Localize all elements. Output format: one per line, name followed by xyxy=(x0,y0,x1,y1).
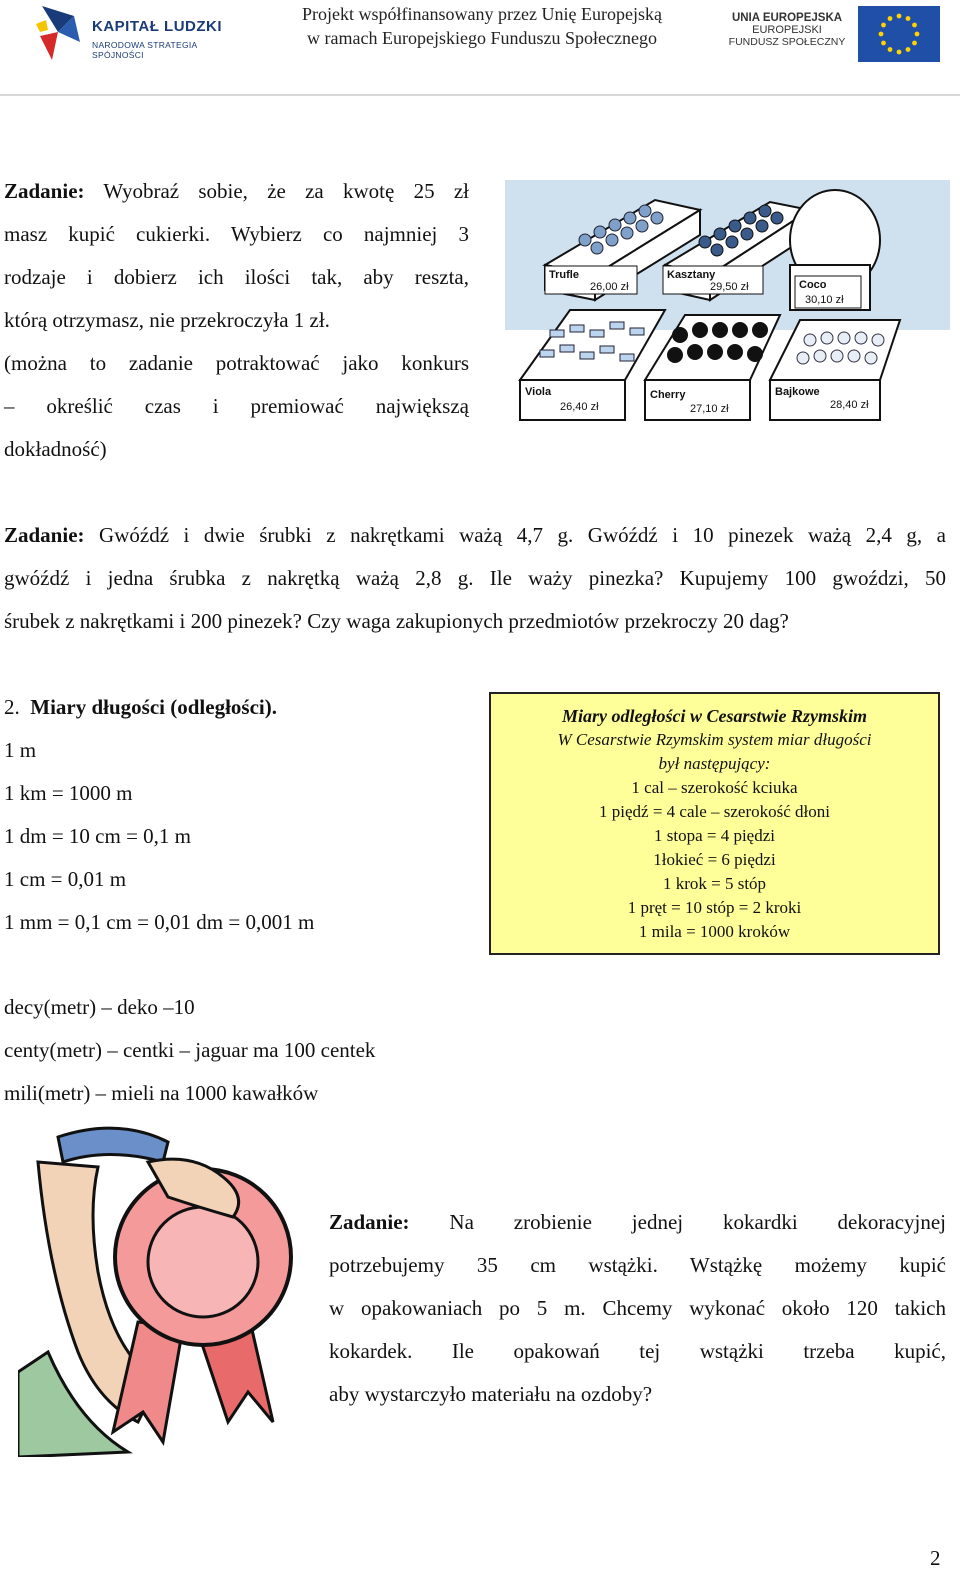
section-heading: 2. Miary długości (odległości). xyxy=(4,695,277,719)
task-line: masz kupić cukierki. Wybierz co najmniej 3 xyxy=(4,222,469,246)
task-line: (można to zadanie potraktować jako konkurs xyxy=(4,351,469,375)
box-intro: W Cesarstwie Rzymskim system miar długości xyxy=(557,730,872,749)
unit-line: 1 mm = 0,1 cm = 0,01 dm = 0,001 m xyxy=(4,910,315,934)
task-label: Zadanie: xyxy=(4,523,85,547)
eu-line-3: FUNDUSZ SPOŁECZNY xyxy=(728,36,846,48)
candy-price: 28,40 zł xyxy=(830,399,869,411)
task-weights xyxy=(4,514,946,643)
mnemonic-line: decy(metr) – deko –10 xyxy=(4,995,195,1019)
task-line: – określić czas i premiować największą xyxy=(4,394,469,418)
task-line: dokładność) xyxy=(4,437,107,461)
page-number: 2 xyxy=(930,1546,941,1570)
eu-line-2: EUROPEJSKI xyxy=(752,24,822,36)
task-label: Zadanie: xyxy=(329,1210,410,1234)
header-project-text xyxy=(262,2,702,50)
header-divider xyxy=(0,94,960,96)
candy-price: 26,00 zł xyxy=(590,281,629,293)
kapital-ludzki-logo xyxy=(34,2,244,64)
task-line: aby wystarczyło materiału na ozdoby? xyxy=(329,1382,653,1406)
task-line: w opakowaniach po 5 m. Chcemy wykonać około 120 takich xyxy=(329,1296,946,1320)
candy-name: Kasztany xyxy=(667,269,716,281)
task-ribbon xyxy=(329,1201,946,1416)
candy-price: 26,40 zł xyxy=(560,401,599,413)
task-line: kokardek. Ile opakowań tej wstążki trzeba kupić, xyxy=(329,1339,946,1363)
task-line: Zadanie: Gwóźdź i dwie śrubki z nakrętkami ważą 4,7 g. Gwóźdź i 10 pinezek ważą 2,4 g, a xyxy=(4,523,946,547)
task-line: Zadanie: Wyobraź sobie, że za kwotę 25 zł xyxy=(4,179,469,203)
eu-line-1: UNIA EUROPEJSKA xyxy=(731,12,843,24)
eu-flag-icon xyxy=(858,6,940,62)
kapital-ludzki-emblem-icon xyxy=(34,2,90,64)
eu-label xyxy=(716,12,858,48)
unit-line: 1 dm = 10 cm = 0,1 m xyxy=(4,824,192,848)
candy-name: Bajkowe xyxy=(775,386,820,398)
unit-line: 1 cm = 0,01 m xyxy=(4,867,127,891)
header-line-1: Projekt współfinansowany przez Unię Europejską xyxy=(302,4,662,24)
box-title: Miary odległości w Cesarstwie Rzymskim xyxy=(561,706,867,726)
box-item: 1 mila = 1000 kroków xyxy=(638,922,791,941)
task-candy xyxy=(4,170,469,471)
task-line: rodzaje i dobierz ich ilości tak, aby reszta, xyxy=(4,265,469,289)
candy-name: Coco xyxy=(799,279,827,291)
unit-line: 1 m xyxy=(4,738,37,762)
box-item: 1 cal – szerokość kciuka xyxy=(631,778,798,797)
unit-line: 1 km = 1000 m xyxy=(4,781,133,805)
box-item: 1 piędź = 4 cale – szerokość dłoni xyxy=(599,802,830,821)
task-line: śrubek z nakrętkami i 200 pinezek? Czy waga zakupionych przedmiotów przekroczy 20 dag? xyxy=(4,609,789,633)
candy-price: 30,10 zł xyxy=(805,294,844,306)
box-item: 1 stopa = 4 piędzi xyxy=(653,826,775,845)
task-line: potrzebujemy 35 cm wstążki. Wstążkę możemy kupić xyxy=(329,1253,946,1277)
rosette-ribbon-illustration xyxy=(18,1122,318,1457)
candy-shop-illustration xyxy=(505,180,950,440)
box-item: 1 krok = 5 stóp xyxy=(662,874,767,893)
roman-measures-box xyxy=(489,692,940,955)
task-line: Zadanie: Na zrobienie jednej kokardki dekoracyjnej xyxy=(329,1210,946,1234)
length-units-section xyxy=(4,686,474,944)
logo-title: KAPITAŁ LUDZKI xyxy=(92,18,223,35)
task-label: Zadanie: xyxy=(4,179,85,203)
logo-subtitle: NARODOWA STRATEGIA SPÓJNOŚCI xyxy=(92,40,198,60)
task-line: którą otrzymasz, nie przekroczyła 1 zł. xyxy=(4,308,330,332)
candy-price: 29,50 zł xyxy=(710,281,749,293)
header-line-2: w ramach Europejskiego Funduszu Społecznego xyxy=(307,28,657,48)
box-item: 1łokieć = 6 piędzi xyxy=(653,850,776,869)
box-item: 1 pręt = 10 stóp = 2 kroki xyxy=(627,898,802,917)
mnemonics xyxy=(4,986,604,1115)
mnemonic-line: centy(metr) – centki – jaguar ma 100 centek xyxy=(4,1038,376,1062)
box-intro: był następujący: xyxy=(658,754,771,773)
candy-name: Cherry xyxy=(650,389,686,401)
candy-price: 27,10 zł xyxy=(690,403,729,415)
mnemonic-line: mili(metr) – mieli na 1000 kawałków xyxy=(4,1081,319,1105)
task-line: gwóźdź i jedna śrubka z nakrętką ważą 2,8 g. Ile waży pinezka? Kupujemy 100 gwoździ, 50 xyxy=(4,566,946,590)
candy-name: Trufle xyxy=(549,269,579,281)
candy-name: Viola xyxy=(525,386,552,398)
